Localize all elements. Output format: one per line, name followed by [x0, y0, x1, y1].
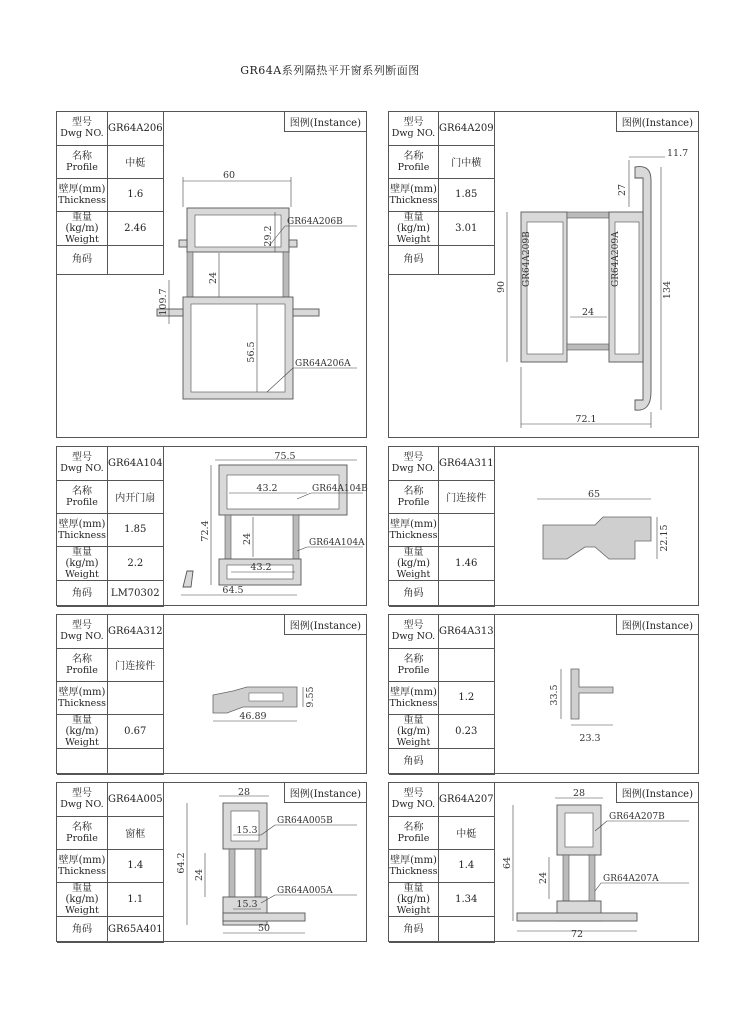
weight-value: 1.46 — [439, 546, 495, 580]
model-value: GR64A312 — [108, 615, 164, 648]
thickness-value: 1.4 — [108, 849, 164, 882]
model-value: GR64A005 — [108, 783, 164, 816]
svg-text:75.5: 75.5 — [274, 451, 296, 462]
profile-card-gr64a209 — [388, 111, 699, 438]
profile-drawing — [57, 447, 368, 607]
svg-text:24: 24 — [242, 532, 253, 546]
model-value: GR64A209 — [439, 112, 495, 145]
weight-value: 0.23 — [439, 714, 495, 748]
spec-table: 型号 Dwg NO. GR64A209 名称 Profile 门中横 壁厚(mm) Thickness 1.85 重量(kg/m) Weight 3.01 角码 — [389, 112, 495, 275]
instance-label: 图例(Instance) — [284, 783, 366, 803]
weight-value: 3.01 — [439, 211, 495, 245]
thickness-value: 1.85 — [439, 178, 495, 211]
svg-text:GR64A104A: GR64A104A — [309, 538, 365, 548]
profile-drawing — [389, 112, 700, 439]
profile-card-gr64a313 — [388, 614, 699, 774]
corner-value: LM70302 — [108, 580, 164, 606]
svg-text:56.5: 56.5 — [246, 341, 257, 363]
profile-card-gr64a206 — [56, 111, 367, 438]
svg-text:28: 28 — [572, 788, 586, 799]
profile-card-gr64a104 — [56, 446, 367, 606]
svg-text:23.3: 23.3 — [579, 733, 601, 744]
svg-text:GR64A206B: GR64A206B — [287, 217, 343, 227]
svg-text:60: 60 — [222, 170, 236, 181]
profile-card-gr64a207 — [388, 782, 699, 942]
thickness-value: 1.6 — [108, 178, 164, 211]
page-title: GR64A系列隔热平开窗系列断面图 — [240, 64, 420, 77]
svg-text:24: 24 — [581, 307, 595, 318]
svg-text:GR64A209A: GR64A209A — [611, 231, 621, 287]
svg-text:64: 64 — [502, 856, 513, 870]
svg-text:109.7: 109.7 — [158, 288, 169, 316]
profile-drawing — [389, 783, 700, 943]
svg-text:46.89: 46.89 — [239, 711, 267, 722]
weight-value: 1.34 — [439, 882, 495, 916]
profile-drawing — [57, 783, 368, 943]
spec-table: 型号 Dwg NO. GR64A313 名称 Profile 壁厚(mm) Thickness 1.2 重量(kg/m) Weight 0.23 角码 — [389, 615, 495, 775]
profile-drawing — [389, 615, 700, 775]
thickness-value: 1.2 — [439, 681, 495, 714]
model-value: GR64A313 — [439, 615, 495, 648]
instance-label: 图例(Instance) — [616, 783, 698, 803]
svg-text:43.2: 43.2 — [256, 483, 278, 494]
profile-drawing — [57, 112, 368, 439]
thickness-value: 1.4 — [439, 849, 495, 882]
svg-text:27: 27 — [617, 183, 628, 197]
instance-label: 图例(Instance) — [284, 112, 366, 132]
spec-table: 型号 Dwg NO. GR64A104 名称 Profile 内开门扇 壁厚(mm) Thickness 1.85 重量(kg/m) Weight 2.2 角码 LM70302 — [57, 447, 164, 607]
svg-text:24: 24 — [208, 271, 219, 285]
name-value: 窗框 — [108, 816, 164, 849]
name-value: 门连接件 — [108, 648, 164, 681]
name-value: 门中横 — [439, 145, 495, 178]
profile-card-gr64a312 — [56, 614, 367, 774]
thickness-value: 1.85 — [108, 513, 164, 546]
svg-text:65: 65 — [587, 489, 601, 500]
name-value: 中梃 — [439, 816, 495, 849]
svg-text:GR64A005A: GR64A005A — [277, 886, 333, 896]
svg-text:15.3: 15.3 — [236, 899, 258, 910]
svg-text:GR64A206A: GR64A206A — [295, 359, 351, 369]
svg-text:GR64A104B: GR64A104B — [312, 484, 368, 494]
svg-text:72.4: 72.4 — [200, 520, 211, 542]
svg-text:90: 90 — [496, 280, 507, 294]
corner-value: GR65A401 — [108, 916, 164, 942]
svg-text:134: 134 — [662, 280, 673, 300]
svg-text:11.7: 11.7 — [667, 148, 689, 159]
svg-text:24: 24 — [538, 871, 549, 885]
svg-text:28: 28 — [237, 787, 251, 798]
weight-value: 2.46 — [108, 211, 164, 245]
name-value: 中梃 — [108, 145, 164, 178]
spec-table: 型号 Dwg NO. GR64A206 名称 Profile 中梃 壁厚(mm) Thickness 1.6 重量(kg/m) Weight 2.46 角码 — [57, 112, 164, 275]
svg-text:29.2: 29.2 — [263, 225, 274, 247]
svg-text:15.3: 15.3 — [236, 825, 258, 836]
spec-table: 型号 Dwg NO. GR64A312 名称 Profile 门连接件 壁厚(mm) Thickness 重量(kg/m) Weight 0.67 — [57, 615, 164, 775]
svg-text:64.2: 64.2 — [176, 852, 187, 874]
svg-text:GR64A207B: GR64A207B — [609, 812, 665, 822]
model-value: GR64A207 — [439, 783, 495, 816]
weight-value: 0.67 — [108, 714, 164, 748]
name-value: 内开门扇 — [108, 480, 164, 513]
svg-text:GR64A207A: GR64A207A — [603, 874, 659, 884]
spec-table: 型号 Dwg NO. GR64A005 名称 Profile 窗框 壁厚(mm) Thickness 1.4 重量(kg/m) Weight 1.1 角码 GR65A401 — [57, 783, 164, 943]
profile-drawing — [389, 447, 700, 607]
svg-text:72: 72 — [570, 929, 584, 940]
svg-text:33.5: 33.5 — [549, 684, 560, 706]
instance-label: 图例(Instance) — [616, 112, 698, 132]
profile-card-gr64a005 — [56, 782, 367, 942]
svg-text:GR64A209B: GR64A209B — [522, 231, 532, 287]
profile-drawing — [57, 615, 368, 775]
instance-label: 图例(Instance) — [616, 615, 698, 635]
spec-table: 型号 Dwg NO. GR64A311 名称 Profile 门连接件 壁厚(mm) Thickness 重量(kg/m) Weight 1.46 角码 — [389, 447, 495, 607]
svg-text:50: 50 — [257, 923, 271, 934]
svg-text:22.15: 22.15 — [659, 524, 670, 552]
spec-table: 型号 Dwg NO. GR64A207 名称 Profile 中梃 壁厚(mm) Thickness 1.4 重量(kg/m) Weight 1.34 角码 — [389, 783, 495, 943]
instance-label: 图例(Instance) — [284, 615, 366, 635]
weight-value: 2.2 — [108, 546, 164, 580]
profile-card-gr64a311 — [388, 446, 699, 606]
svg-text:GR64A005B: GR64A005B — [277, 816, 333, 826]
svg-text:9.55: 9.55 — [305, 686, 316, 708]
svg-text:72.1: 72.1 — [575, 414, 597, 425]
svg-text:24: 24 — [194, 868, 205, 882]
svg-text:43.2: 43.2 — [250, 562, 272, 573]
model-value: GR64A104 — [108, 447, 164, 480]
model-value: GR64A206 — [108, 112, 164, 145]
weight-value: 1.1 — [108, 882, 164, 916]
model-value: GR64A311 — [439, 447, 495, 480]
name-value: 门连接件 — [439, 480, 495, 513]
svg-text:64.5: 64.5 — [222, 585, 244, 596]
